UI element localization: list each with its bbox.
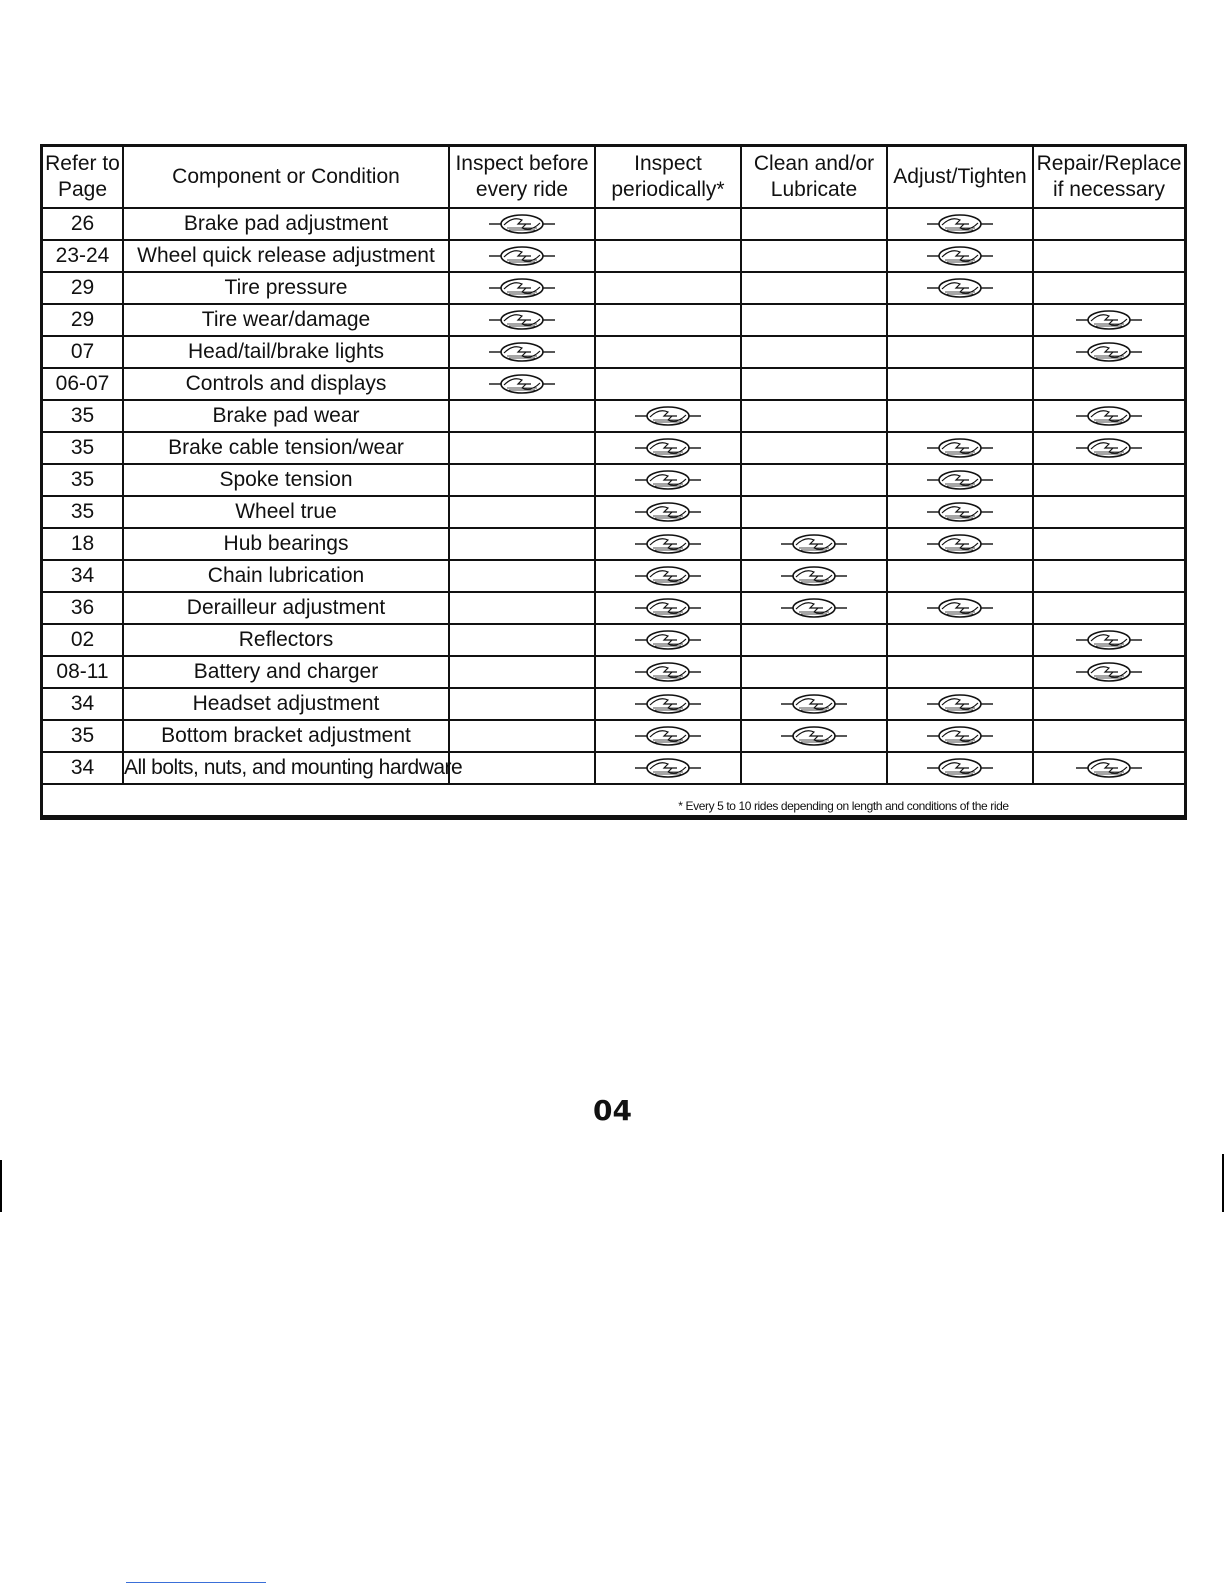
cell-inspect-periodically xyxy=(595,432,741,464)
component-cell: Spoke tension xyxy=(123,464,449,496)
bicycle-logo-icon xyxy=(925,437,995,459)
cell-repair-replace xyxy=(1033,592,1184,624)
cell-adjust-tighten xyxy=(887,720,1033,752)
cell-inspect-before-ride xyxy=(449,272,595,304)
component-cell: Wheel quick release adjustment xyxy=(123,240,449,272)
cell-clean-lubricate xyxy=(741,624,887,656)
page-number: 04 xyxy=(593,1094,632,1127)
cell-clean-lubricate xyxy=(741,208,887,240)
bicycle-logo-icon xyxy=(925,725,995,747)
cell-inspect-periodically xyxy=(595,592,741,624)
page-ref-cell: 08-11 xyxy=(43,656,123,688)
cell-adjust-tighten xyxy=(887,432,1033,464)
component-cell: Derailleur adjustment xyxy=(123,592,449,624)
cell-adjust-tighten xyxy=(887,336,1033,368)
cell-inspect-periodically xyxy=(595,528,741,560)
cell-inspect-before-ride xyxy=(449,624,595,656)
cell-clean-lubricate xyxy=(741,688,887,720)
cell-inspect-before-ride xyxy=(449,336,595,368)
page-ref-cell: 29 xyxy=(43,304,123,336)
cell-clean-lubricate xyxy=(741,496,887,528)
component-cell: All bolts, nuts, and mounting hardware xyxy=(123,752,449,784)
page-ref-cell: 18 xyxy=(43,528,123,560)
table-row xyxy=(43,304,1184,336)
cell-repair-replace xyxy=(1033,496,1184,528)
cell-inspect-before-ride xyxy=(449,720,595,752)
footnote-text: * Every 5 to 10 rides depending on length and conditions of the ride xyxy=(678,799,1009,813)
cell-inspect-before-ride xyxy=(449,560,595,592)
maintenance-table xyxy=(43,147,1184,817)
page-ref-cell: 29 xyxy=(43,272,123,304)
bicycle-logo-icon xyxy=(487,213,557,235)
bicycle-logo-icon xyxy=(779,725,849,747)
table-row xyxy=(43,528,1184,560)
bicycle-logo-icon xyxy=(779,693,849,715)
table-row xyxy=(43,272,1184,304)
bicycle-logo-icon xyxy=(633,437,703,459)
component-cell: Bottom bracket adjustment xyxy=(123,720,449,752)
cell-inspect-periodically xyxy=(595,400,741,432)
cell-repair-replace xyxy=(1033,656,1184,688)
page-ref-cell: 36 xyxy=(43,592,123,624)
bicycle-logo-icon xyxy=(633,629,703,651)
cell-clean-lubricate xyxy=(741,752,887,784)
cell-adjust-tighten xyxy=(887,464,1033,496)
bicycle-logo-icon xyxy=(779,533,849,555)
cell-inspect-periodically xyxy=(595,272,741,304)
table-row xyxy=(43,368,1184,400)
cell-inspect-before-ride xyxy=(449,400,595,432)
header-clean-lubricate: Clean and/or Lubricate xyxy=(741,147,887,208)
cell-inspect-before-ride xyxy=(449,240,595,272)
bicycle-logo-icon xyxy=(1074,629,1144,651)
cell-inspect-periodically xyxy=(595,656,741,688)
bicycle-logo-icon xyxy=(1074,437,1144,459)
cell-inspect-periodically xyxy=(595,624,741,656)
footnote-cell xyxy=(43,784,1184,816)
component-cell: Battery and charger xyxy=(123,656,449,688)
bicycle-logo-icon xyxy=(487,341,557,363)
page-ref-cell: 23-24 xyxy=(43,240,123,272)
bicycle-logo-icon xyxy=(633,405,703,427)
cell-inspect-before-ride xyxy=(449,208,595,240)
component-cell: Reflectors xyxy=(123,624,449,656)
cell-clean-lubricate xyxy=(741,336,887,368)
cell-inspect-before-ride xyxy=(449,656,595,688)
cell-repair-replace xyxy=(1033,208,1184,240)
cell-inspect-periodically xyxy=(595,240,741,272)
page-ref-cell: 35 xyxy=(43,400,123,432)
table-row xyxy=(43,592,1184,624)
page-ref-cell: 02 xyxy=(43,624,123,656)
component-cell: Brake pad wear xyxy=(123,400,449,432)
cell-inspect-periodically xyxy=(595,720,741,752)
cell-inspect-before-ride xyxy=(449,464,595,496)
cell-repair-replace xyxy=(1033,304,1184,336)
table-row xyxy=(43,400,1184,432)
page-ref-cell: 35 xyxy=(43,432,123,464)
header-repair-replace: Repair/Replace if necessary xyxy=(1033,147,1184,208)
cell-repair-replace xyxy=(1033,400,1184,432)
cell-clean-lubricate xyxy=(741,432,887,464)
table-row xyxy=(43,496,1184,528)
bicycle-logo-icon xyxy=(925,757,995,779)
cell-repair-replace xyxy=(1033,528,1184,560)
component-cell: Chain lubrication xyxy=(123,560,449,592)
cell-repair-replace xyxy=(1033,240,1184,272)
cell-adjust-tighten xyxy=(887,304,1033,336)
cell-inspect-before-ride xyxy=(449,528,595,560)
page-ref-cell: 34 xyxy=(43,688,123,720)
bicycle-logo-icon xyxy=(925,501,995,523)
cell-adjust-tighten xyxy=(887,688,1033,720)
bicycle-logo-icon xyxy=(925,469,995,491)
bicycle-logo-icon xyxy=(1074,341,1144,363)
table-row xyxy=(43,720,1184,752)
bicycle-logo-icon xyxy=(487,277,557,299)
table-row xyxy=(43,752,1184,784)
table-row xyxy=(43,688,1184,720)
cell-repair-replace xyxy=(1033,432,1184,464)
cell-inspect-periodically xyxy=(595,464,741,496)
cell-inspect-before-ride xyxy=(449,432,595,464)
bottom-link-underline xyxy=(126,1582,266,1583)
footnote-row xyxy=(43,784,1184,816)
cell-repair-replace xyxy=(1033,336,1184,368)
component-cell: Head/tail/brake lights xyxy=(123,336,449,368)
cell-inspect-periodically xyxy=(595,368,741,400)
cell-clean-lubricate xyxy=(741,240,887,272)
cell-inspect-before-ride xyxy=(449,496,595,528)
page-ref-cell: 34 xyxy=(43,560,123,592)
page-ref-cell: 35 xyxy=(43,496,123,528)
header-adjust-tighten: Adjust/Tighten xyxy=(887,147,1033,208)
table-row xyxy=(43,656,1184,688)
cell-inspect-periodically xyxy=(595,688,741,720)
bicycle-logo-icon xyxy=(779,565,849,587)
page-ref-cell: 35 xyxy=(43,720,123,752)
component-cell: Hub bearings xyxy=(123,528,449,560)
bicycle-logo-icon xyxy=(779,597,849,619)
cell-repair-replace xyxy=(1033,560,1184,592)
page-ref-cell: 26 xyxy=(43,208,123,240)
cell-adjust-tighten xyxy=(887,208,1033,240)
cell-inspect-periodically xyxy=(595,752,741,784)
cell-repair-replace xyxy=(1033,752,1184,784)
cell-inspect-periodically xyxy=(595,336,741,368)
page-ref-cell: 06-07 xyxy=(43,368,123,400)
bicycle-logo-icon xyxy=(633,565,703,587)
table-row xyxy=(43,464,1184,496)
table-row xyxy=(43,240,1184,272)
bicycle-logo-icon xyxy=(633,693,703,715)
bicycle-logo-icon xyxy=(633,661,703,683)
table-row xyxy=(43,560,1184,592)
bicycle-logo-icon xyxy=(633,757,703,779)
cell-adjust-tighten xyxy=(887,496,1033,528)
bicycle-logo-icon xyxy=(925,533,995,555)
table-row xyxy=(43,432,1184,464)
table-header-row xyxy=(43,147,1184,208)
component-cell: Headset adjustment xyxy=(123,688,449,720)
header-refer-to-page: Refer to Page xyxy=(43,147,123,208)
table-row xyxy=(43,208,1184,240)
table-row xyxy=(43,624,1184,656)
cell-inspect-before-ride xyxy=(449,592,595,624)
cell-adjust-tighten xyxy=(887,272,1033,304)
cell-clean-lubricate xyxy=(741,272,887,304)
bicycle-logo-icon xyxy=(633,597,703,619)
cell-clean-lubricate xyxy=(741,720,887,752)
component-cell: Tire wear/damage xyxy=(123,304,449,336)
bicycle-logo-icon xyxy=(1074,405,1144,427)
bicycle-logo-icon xyxy=(925,213,995,235)
cell-adjust-tighten xyxy=(887,528,1033,560)
header-inspect-periodically: Inspect periodically* xyxy=(595,147,741,208)
cell-inspect-before-ride xyxy=(449,688,595,720)
table-row xyxy=(43,336,1184,368)
cell-clean-lubricate xyxy=(741,400,887,432)
cell-repair-replace xyxy=(1033,624,1184,656)
cell-adjust-tighten xyxy=(887,752,1033,784)
cell-clean-lubricate xyxy=(741,464,887,496)
bicycle-logo-icon xyxy=(633,725,703,747)
bicycle-logo-icon xyxy=(925,597,995,619)
cell-adjust-tighten xyxy=(887,400,1033,432)
component-cell: Brake cable tension/wear xyxy=(123,432,449,464)
cell-inspect-before-ride xyxy=(449,752,595,784)
cell-inspect-periodically xyxy=(595,560,741,592)
page-ref-cell: 07 xyxy=(43,336,123,368)
bicycle-logo-icon xyxy=(487,373,557,395)
cell-clean-lubricate xyxy=(741,528,887,560)
cell-inspect-periodically xyxy=(595,496,741,528)
cell-adjust-tighten xyxy=(887,240,1033,272)
bicycle-logo-icon xyxy=(633,501,703,523)
left-edge-mark xyxy=(0,1160,2,1212)
cell-inspect-before-ride xyxy=(449,368,595,400)
cell-repair-replace xyxy=(1033,464,1184,496)
cell-adjust-tighten xyxy=(887,624,1033,656)
page-ref-cell: 35 xyxy=(43,464,123,496)
bicycle-logo-icon xyxy=(487,309,557,331)
cell-adjust-tighten xyxy=(887,560,1033,592)
bicycle-logo-icon xyxy=(633,469,703,491)
cell-clean-lubricate xyxy=(741,592,887,624)
component-cell: Wheel true xyxy=(123,496,449,528)
cell-repair-replace xyxy=(1033,368,1184,400)
cell-inspect-periodically xyxy=(595,304,741,336)
cell-adjust-tighten xyxy=(887,592,1033,624)
bicycle-logo-icon xyxy=(925,693,995,715)
table-body xyxy=(43,208,1184,784)
cell-adjust-tighten xyxy=(887,656,1033,688)
cell-repair-replace xyxy=(1033,688,1184,720)
component-cell: Brake pad adjustment xyxy=(123,208,449,240)
cell-adjust-tighten xyxy=(887,368,1033,400)
bicycle-logo-icon xyxy=(487,245,557,267)
cell-clean-lubricate xyxy=(741,304,887,336)
bicycle-logo-icon xyxy=(1074,661,1144,683)
header-component: Component or Condition xyxy=(123,147,449,208)
component-cell: Controls and displays xyxy=(123,368,449,400)
component-cell: Tire pressure xyxy=(123,272,449,304)
cell-clean-lubricate xyxy=(741,368,887,400)
header-inspect-before-ride: Inspect before every ride xyxy=(449,147,595,208)
bicycle-logo-icon xyxy=(925,245,995,267)
maintenance-schedule-table xyxy=(40,144,1187,820)
cell-clean-lubricate xyxy=(741,656,887,688)
bicycle-logo-icon xyxy=(925,277,995,299)
bicycle-logo-icon xyxy=(1074,309,1144,331)
bicycle-logo-icon xyxy=(1074,757,1144,779)
cell-repair-replace xyxy=(1033,272,1184,304)
right-edge-mark xyxy=(1222,1154,1224,1212)
cell-clean-lubricate xyxy=(741,560,887,592)
bicycle-logo-icon xyxy=(633,533,703,555)
cell-inspect-before-ride xyxy=(449,304,595,336)
cell-repair-replace xyxy=(1033,720,1184,752)
page-ref-cell: 34 xyxy=(43,752,123,784)
cell-inspect-periodically xyxy=(595,208,741,240)
